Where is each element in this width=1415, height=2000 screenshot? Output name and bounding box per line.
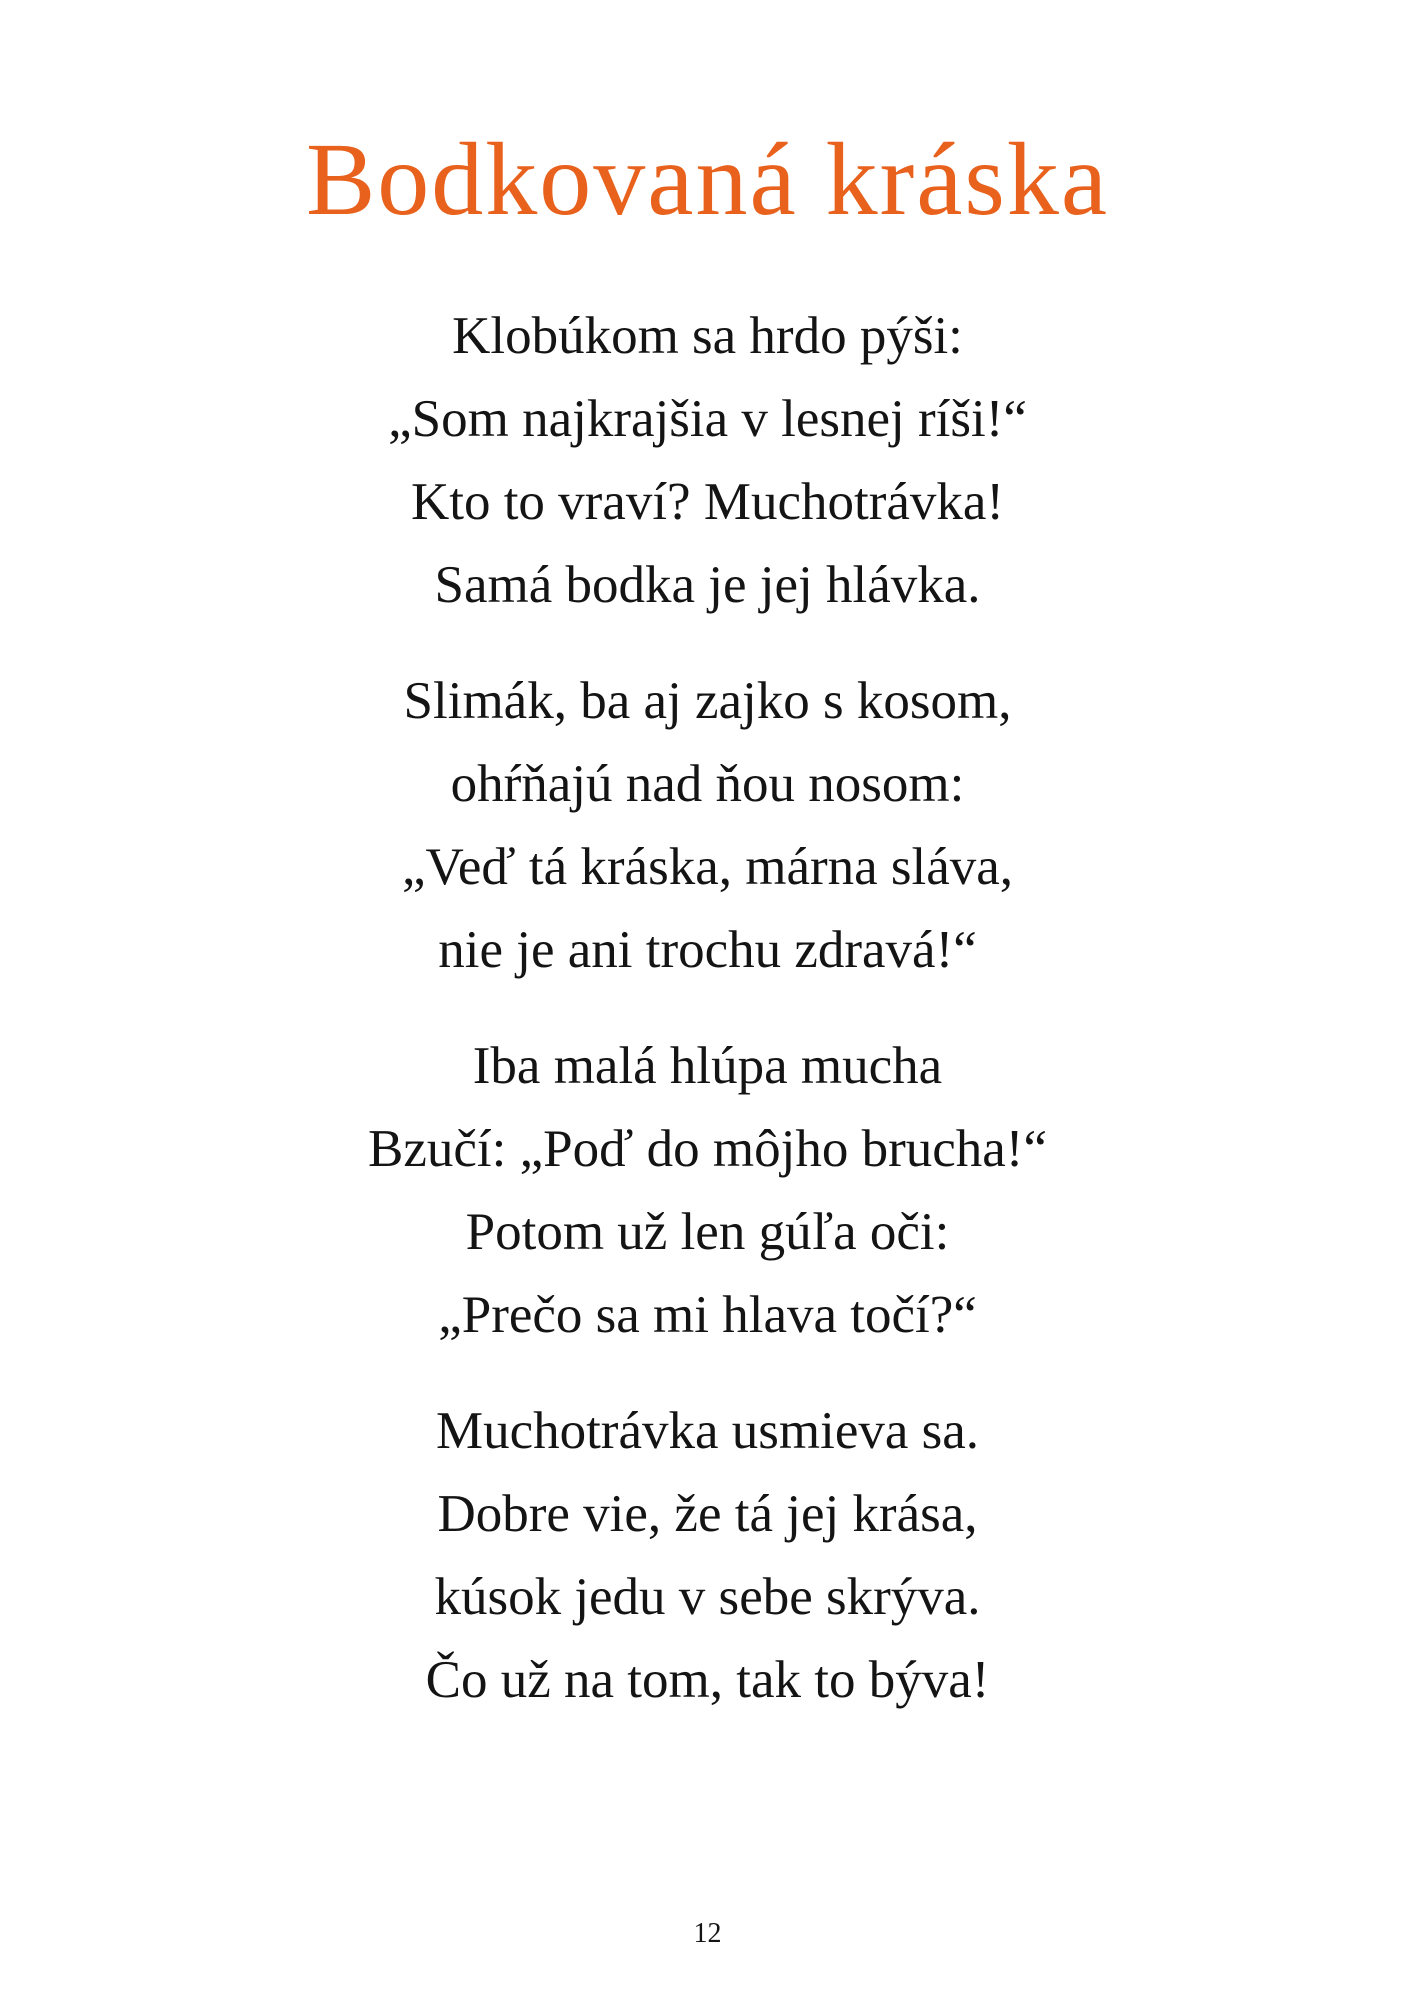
- poem-line: nie je ani trochu zdravá!“: [438, 921, 977, 979]
- page-number: 12: [693, 1918, 722, 1949]
- poem-line: Muchotrávka usmieva sa.: [435, 1402, 980, 1460]
- poem-line: ohŕňajú nad ňou nosom:: [450, 755, 965, 813]
- poem-line: Bzučí: „Poď do môjho brucha!“: [368, 1120, 1047, 1178]
- poem-line: Slimák, ba aj zajko s kosom,: [403, 672, 1012, 730]
- poem-line: „Prečo sa mi hlava točí?“: [438, 1286, 977, 1344]
- poem-line: Iba malá hlúpa mucha: [472, 1037, 943, 1095]
- poem-line: Dobre vie, že tá jej krása,: [437, 1485, 978, 1543]
- stanza-3: [0, 1025, 1415, 1357]
- poem-line: Samá bodka je jej hlávka.: [434, 556, 981, 614]
- poem-line: „Veď tá kráska, márna sláva,: [401, 838, 1014, 896]
- stanza-2: [0, 660, 1415, 992]
- poem-line: Kto to vraví? Muchotrávka!: [410, 473, 1005, 531]
- stanza-4: [0, 1390, 1415, 1722]
- poem-line: Čo už na tom, tak to býva!: [425, 1651, 990, 1709]
- poem-line: Potom už len gúľa oči:: [465, 1203, 950, 1261]
- poem-line: kúsok jedu v sebe skrýva.: [434, 1568, 981, 1626]
- poem-line: „Som najkrajšia v lesnej ríši!“: [388, 390, 1027, 448]
- poem-title: Bodkovaná kráska: [305, 122, 1110, 237]
- poem-body: [0, 295, 1415, 1755]
- poem-line: Klobúkom sa hrdo pýši:: [452, 307, 963, 365]
- stanza-1: [0, 295, 1415, 627]
